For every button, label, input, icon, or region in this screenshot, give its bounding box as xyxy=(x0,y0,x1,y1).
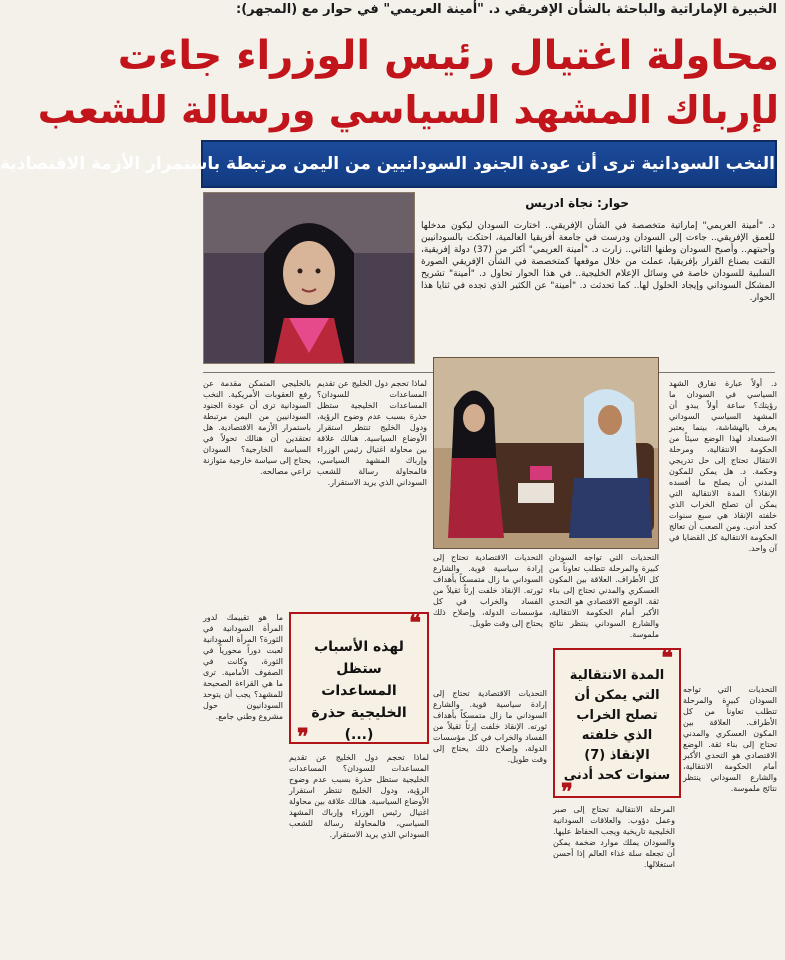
pull-quote-transition xyxy=(553,645,681,805)
pull-quote-gulf-aid xyxy=(289,610,429,750)
column-center-lower-right: التحديات التي تواجه السودان كبيرة والمرحلة تتطلب تعاوناً من كل الأطراف. العلاقة بين المكون العسكري والمدني تحتاج إلى بناء ثقة. الوضع الاقتصادي هو التحدي الأكبر أمام الحكومة الانتقالية، والشارع السوداني ينتظر نتائج ملموسة. xyxy=(549,553,659,639)
column-center-bottom: التحديات الاقتصادية تحتاج إلى إرادة سياسية قوية. والشارع السوداني ما زال متمسكاً بأهداف ثورته. الإنقاذ خلفت إرثاً ثقيلاً من الفساد والخراب في كل مؤسسات الدولة، وإصلاح ذلك يحتاج إلى وقت طويل. xyxy=(433,689,547,764)
column-center-right-bottom: المرحلة الانتقالية تحتاج إلى صبر وعمل دؤوب. والعلاقات السودانية الخليجية تاريخية ويجب الحفاظ عليها. والسودان يملك موارد ضخمة يمكن أن تجعله سلة غذاء العالم إذا أحسن استغلالها. xyxy=(553,805,675,869)
quote-open-icon: ❝ xyxy=(409,610,421,636)
headline-line-2: لإرباك المشهد السياسي ورسالة للشعب xyxy=(37,88,779,132)
quote-open-icon: ❝ xyxy=(661,645,673,671)
pull-quote-text: المدة الانتقالية التي يمكن أن تصلح الخراب الذي خلفته الإنقاذ (7) سنوات كحد أدنى xyxy=(563,668,671,783)
pull-quote-text: لهذه الأسباب ستظل المساعدات الخليجية حذرة (...) xyxy=(311,639,407,743)
column-left-bottom: ما هو تقييمك لدور المرأة السودانية في الثورة؟ المرأة السودانية لعبت دوراً محورياً في الثورة، وكانت في الصفوف الأمامية. ترى ما هي القراءة الصحيحة للمشهد؟ يجب أن يتوحد السودانيون حول مشروع وطني جامع. xyxy=(203,613,283,721)
column-middle: لماذا تحجم دول الخليج عن تقديم المساعدات للسودان؟ المساعدات الخليجية ستظل حذرة بسبب عدم وضوح الرؤية، ودول الخليج تنتظر استقرار الأوضاع السياسية. هنالك علاقة بين محاولة اغتيال رئيس الوزراء وإرباك المشهد السياسي، فالمحاولة رسالة للشعب السوداني الذي يريد الاستقرار. xyxy=(317,379,427,487)
column-center-lower-left: التحديات الاقتصادية تحتاج إلى إرادة سياسية قوية. والشارع السوداني ما زال متمسكاً بأهداف ثورته. الإنقاذ خلفت إرثاً ثقيلاً من الفساد والخراب في كل مؤسسات الدولة، وإصلاح ذلك يحتاج إلى وقت طويل. xyxy=(433,553,543,628)
quote-close-icon: ❞ xyxy=(561,779,573,805)
intro-paragraph: د. "أمينة العريمي" إماراتية متخصصة في الشأن الإفريقي.. اختارت السودان ليكون مدخلها للعمق الإفريقي.. جاءت إلى السودان ودرست في جامعة أفريقيا العالمية، احتكت بالسودانيين وأحبتهم.. وأصبح السودان وطنها الثاني.. زارت د. "أمينة العريمي" أكثر من (37) دولة إفريقية، التقت بصناع القرار بإفريقيا، عملت من خلال موقعها كمتخصصة في الشأن الإفريقي الصورة السلبية للسودان خاصة في وسائل الإعلام الخليجية.. في هذا الحوار تحاول د. "أمينة" تشريح المشكل السوداني وإيجاد الحلول لها.. كما تحدثت د. "أمينة" عن الكثير الذي تجده في ثنايا هذا الحوار. xyxy=(421,221,775,303)
interview-photo xyxy=(433,357,659,549)
column-left: بالخليجي المتمكن مقدمة عن رفع العقوبات الأمريكية. النخب السودانية ترى أن عودة الجنود السودانيين من اليمن مرتبطة باستمرار الأزمة الاقتصادية. هل تعتقدين أن هنالك تحولاً في السياسة الخارجية؟ السودان يحتاج إلى سياسة خارجية متوازنة تراعي مصالحه. xyxy=(203,379,311,476)
quote-close-icon: ❞ xyxy=(297,724,309,750)
byline: حوار: نجاة ادريس xyxy=(525,196,629,210)
subheadline-bar: النخب السودانية ترى أن عودة الجنود السودانيين من اليمن مرتبطة باستمرار الأزمة الاقتصادية xyxy=(201,140,777,188)
column-left-center-bottom: لماذا تحجم دول الخليج عن تقديم المساعدات للسودان؟ المساعدات الخليجية ستظل حذرة بسبب عدم وضوح الرؤية، ودول الخليج تنتظر استقرار الأوضاع السياسية. هنالك علاقة بين محاولة اغتيال رئيس الوزراء وإرباك المشهد السياسي، فالمحاولة رسالة للشعب السوداني الذي يريد الاستقرار. xyxy=(289,753,429,839)
headline-line-1: محاولة اغتيال رئيس الوزراء جاءت xyxy=(117,33,779,79)
column-far-right: د. أولاً عبارة تفارق الشهد السياسي في السودان ما رؤيتك؟ ساعة أولاً يبدو أن المشهد السياسي السوداني يعرف بالهشاشة، بينما يعتبر الاستعداد لهذا الوضع سيئاً من الحكومة الانتقالية، ومرحلة الانتقال تحتاج إلى حل تدريجي وحكمة. د. هل يمكن للمكون المدني أن يصلح ما أفسده الإنقاذ؟ المدة الانتقالية التي يمكن أن تصلح الخراب الذي خلفته الإنقاذ هي سبع سنوات كحد أدنى. ومن الصعب أن تعالج الحكومة الانتقالية كل القضايا في آن واحد. xyxy=(669,379,777,553)
portrait-photo xyxy=(203,192,415,364)
column-far-right-bottom: التحديات التي تواجه السودان كبيرة والمرحلة تتطلب تعاوناً من كل الأطراف. العلاقة بين المكون العسكري والمدني تحتاج إلى بناء ثقة. الوضع الاقتصادي هو التحدي الأكبر أمام الحكومة الانتقالية، والشارع السوداني ينتظر نتائج ملموسة. xyxy=(683,685,777,793)
kicker-line: الخبيرة الإماراتية والباحثة بالشأن الإفريقي د. "أمينة العريمي" في حوار مع (المجهر): xyxy=(236,2,777,17)
